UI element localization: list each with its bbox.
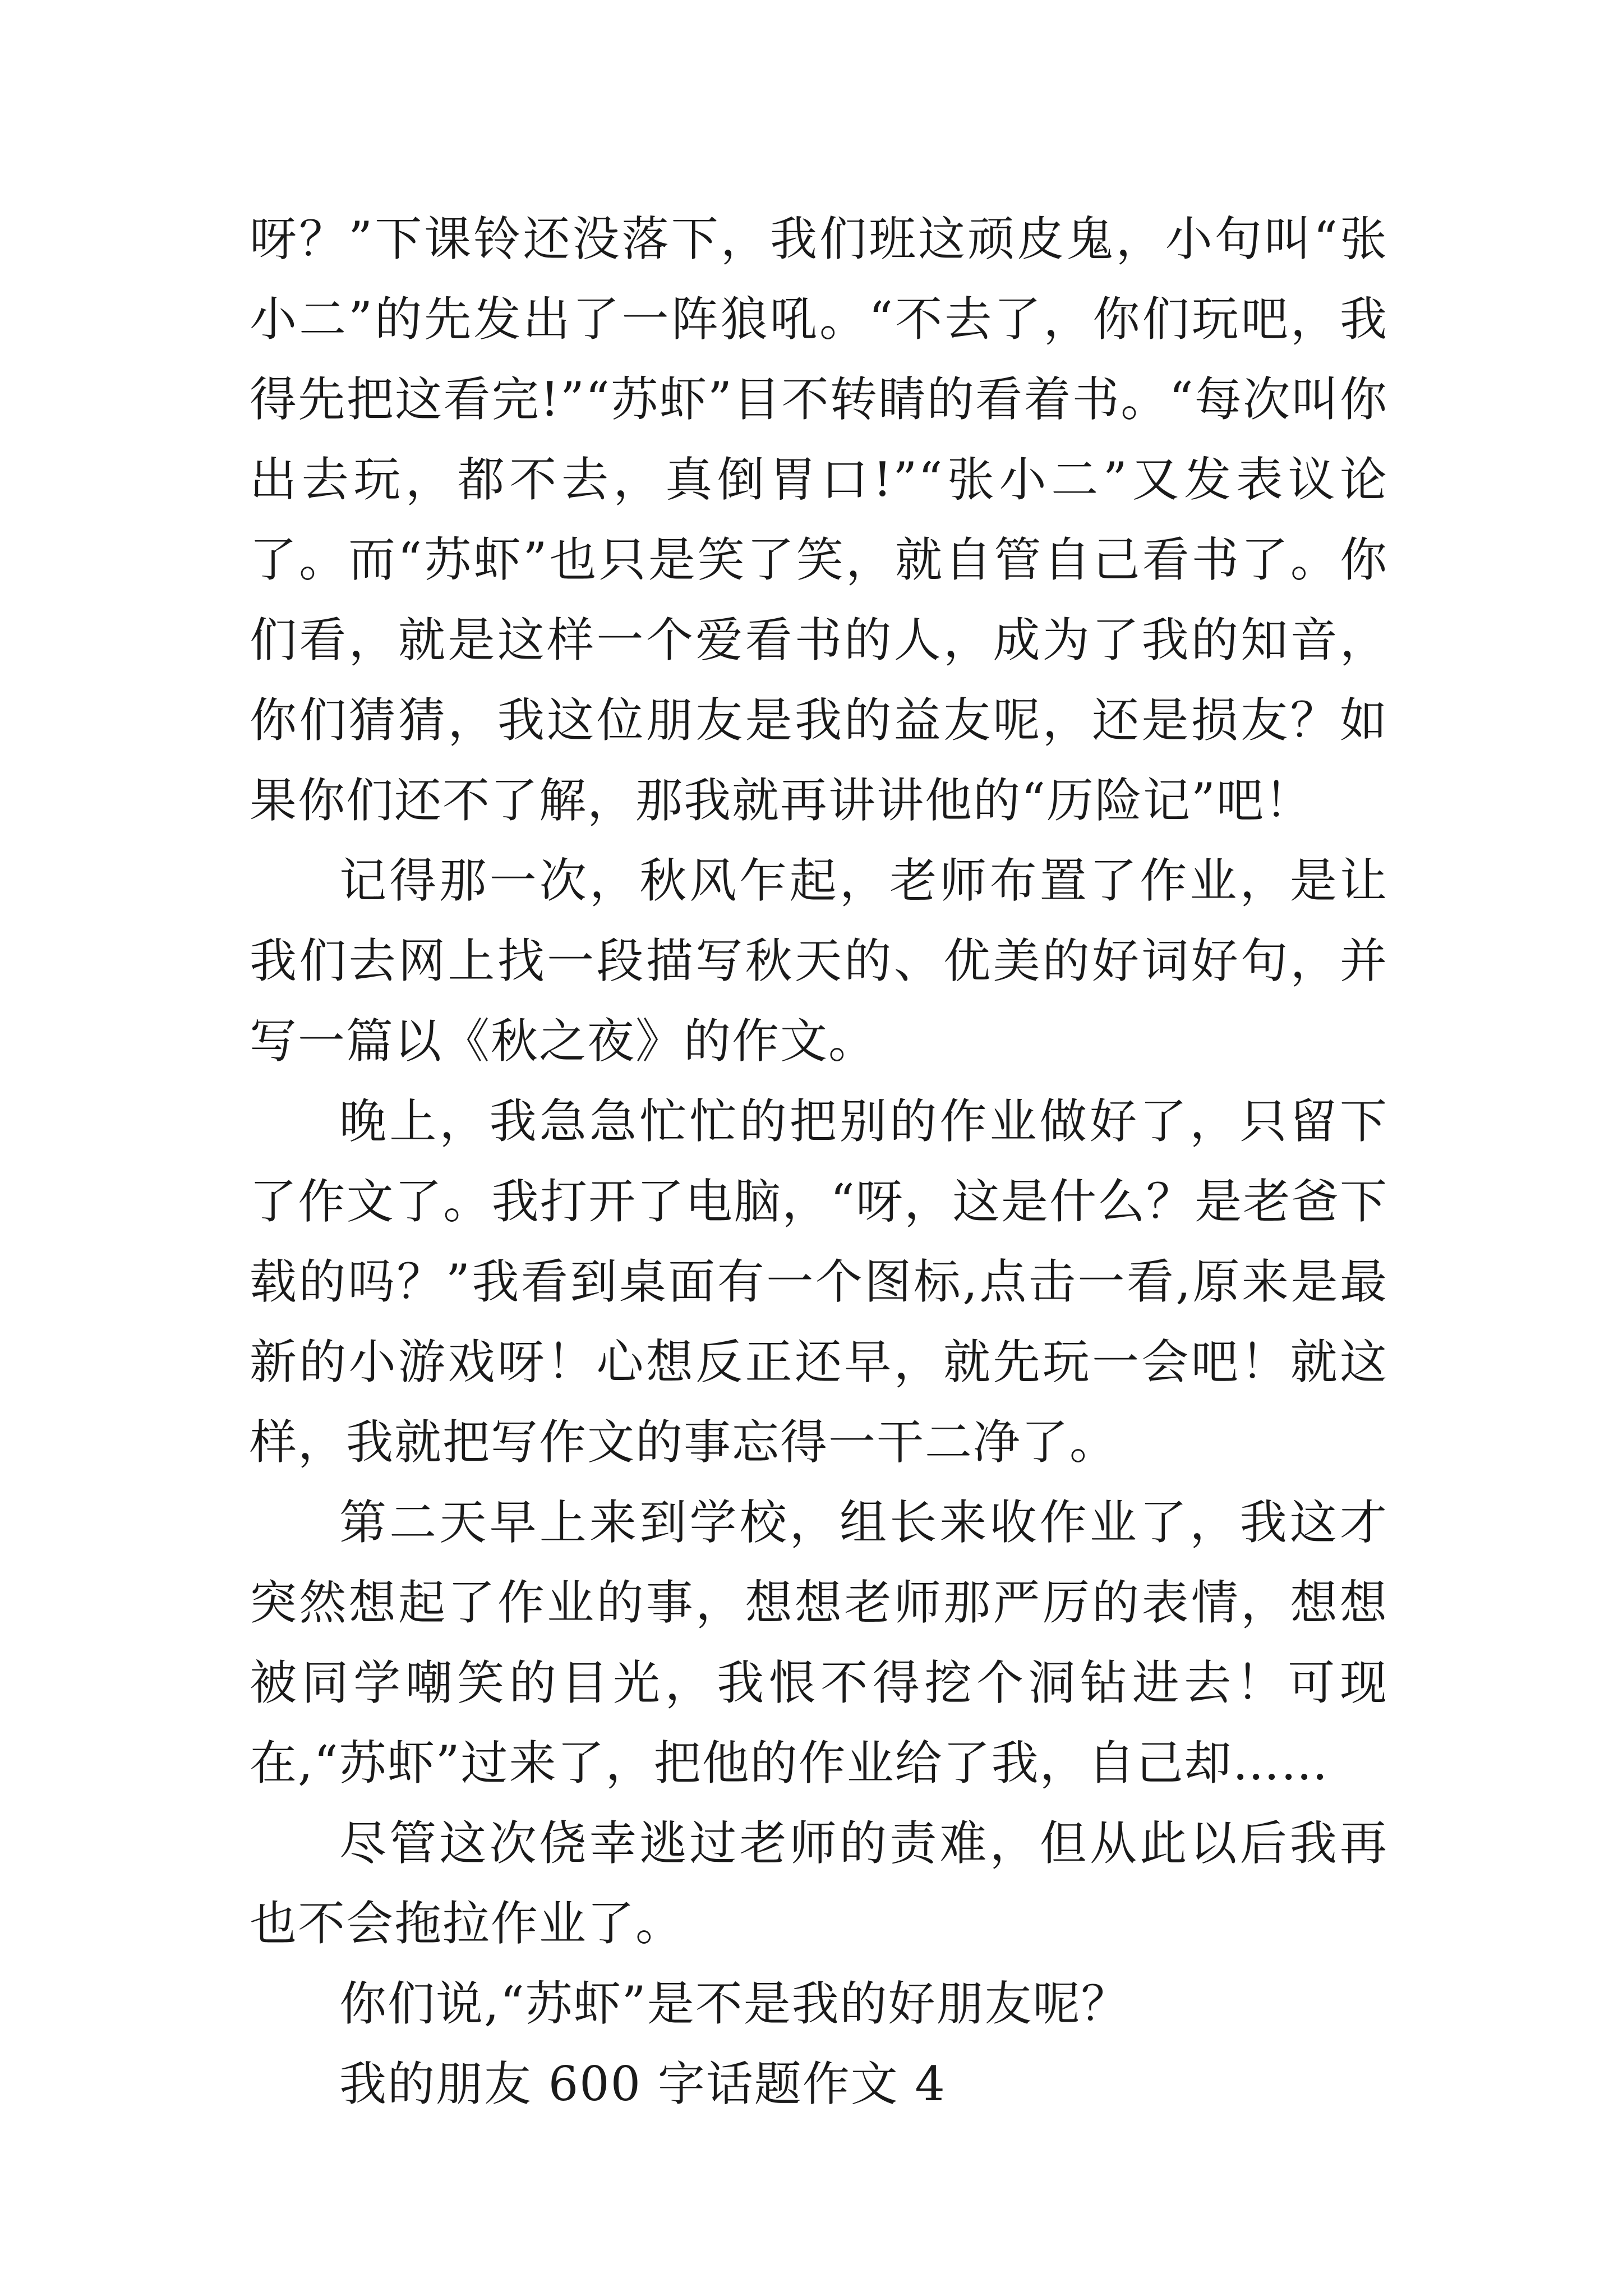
- paragraph: 你们说,“苏虾”是不是我的好朋友呢？: [339, 1976, 1129, 2031]
- section-heading: 我的朋友 600 字话题作文 4: [339, 2056, 946, 2111]
- paragraph: 第二天早上来到学校，组长来收作业了，我这才突然想起了作业的事，想想老师那严厉的表情，想想被同学嘲笑的目光，我恨不得挖个洞钻进去！可现在,“苏虾”过来了，把他的作业给了我，自己却……: [250, 1495, 1388, 1791]
- paragraph: 晚上，我急急忙忙的把别的作业做好了，只留下了作文了。我打开了电脑，“呀，这是什么？是老爸下载的吗？”我看到桌面有一个图标,点击一看,原来是最新的小游戏呀！心想反正还早，就先玩一会吧！就这样，我就把写作文的事忘得一干二净了。: [250, 1094, 1388, 1470]
- paragraph: 记得那一次，秋风乍起，老师布置了作业，是让我们去网上找一段描写秋天的、优美的好词好句，并写一篇以《秋之夜》的作文。: [250, 853, 1388, 1069]
- paragraph: 呀？”下课铃还没落下，我们班这顽皮鬼，小句叫“张小二”的先发出了一阵狼吼。“不去了，你们玩吧，我得先把这看完!”“苏虾”目不转睛的看着书。“每次叫你出去玩，都不去，真倒胃口!”“张小二”又发表议论了。而“苏虾”也只是笑了笑，就自管自己看书了。你们看，就是这样一个爱看书的人，成为了我的知音，你们猜猜，我这位朋友是我的益友呢，还是损友？如果你们还不了解，那我就再讲讲他的“历险记”吧！: [250, 211, 1388, 828]
- document-body: [250, 199, 1388, 2124]
- paragraph: 尽管这次侥幸逃过老师的责难，但从此以后我再也不会拖拉作业了。: [250, 1816, 1388, 1951]
